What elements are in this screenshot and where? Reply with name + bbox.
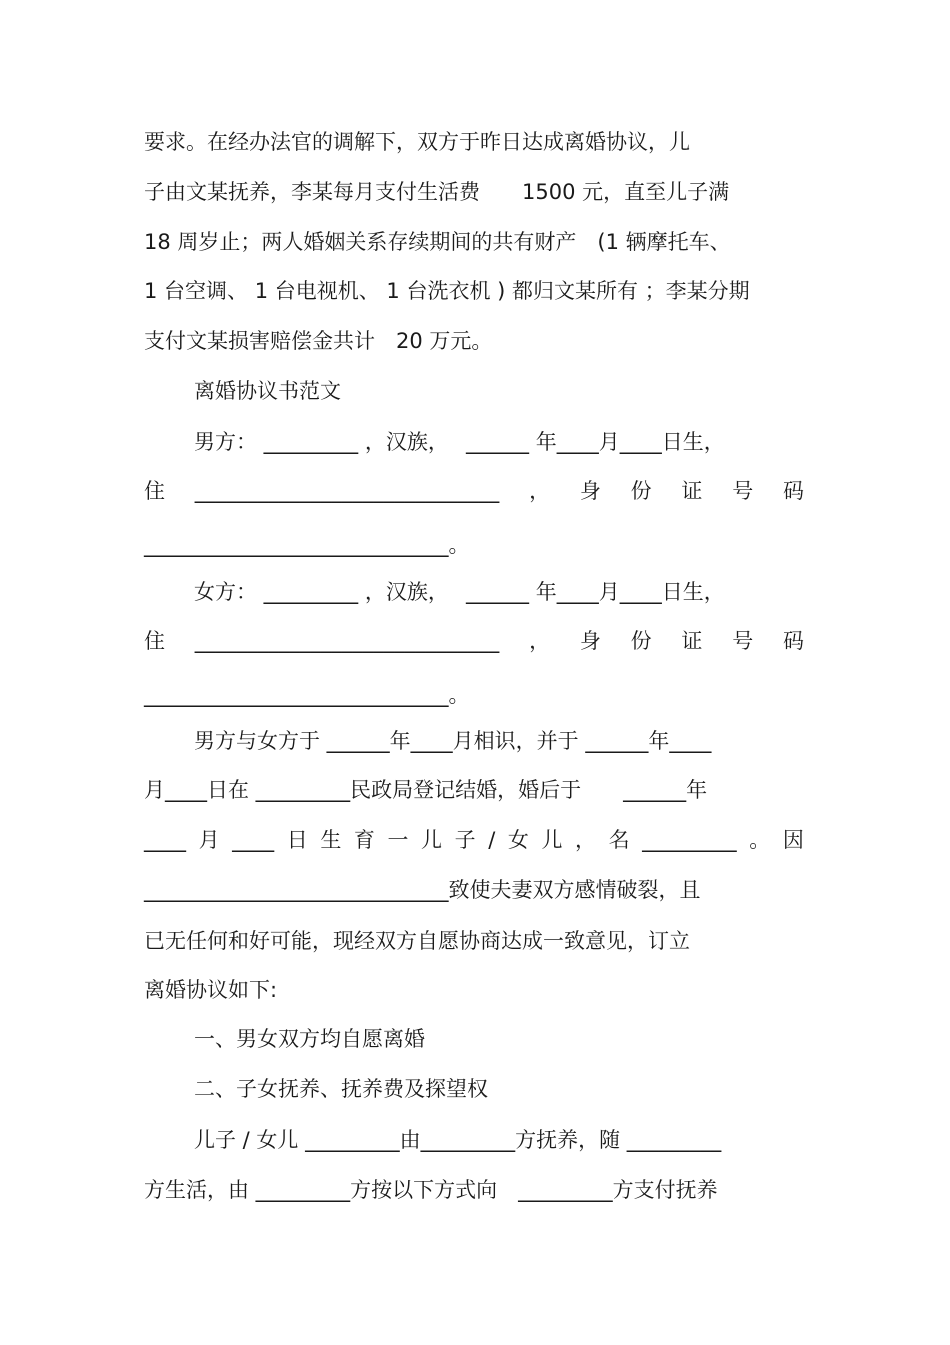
text-char: 码 bbox=[782, 629, 804, 653]
paragraph-line: 要求。在经办法官的调解下，双方于昨日达成离婚协议，儿 bbox=[144, 130, 690, 154]
marriage-line: _____________________________致使夫妻双方感情破裂，且 bbox=[144, 878, 701, 902]
text-char: 女 bbox=[507, 828, 529, 852]
marriage-line-justified bbox=[144, 825, 804, 855]
text-char: 。 bbox=[749, 828, 771, 852]
text-char: 住 bbox=[144, 629, 165, 653]
text-char: 证 bbox=[681, 479, 703, 503]
custody-line: 儿子 / 女儿 _________由_________方抚养，随 _________ bbox=[194, 1128, 722, 1152]
woman-id-line: _____________________________。 bbox=[144, 683, 470, 707]
text-char: 份 bbox=[630, 629, 652, 653]
text-char: 名 bbox=[608, 828, 630, 852]
blank-field: ____ bbox=[232, 828, 275, 852]
woman-address-line bbox=[144, 626, 804, 656]
man-id-line: _____________________________。 bbox=[144, 533, 470, 557]
text-char: 生 bbox=[320, 828, 342, 852]
blank-field: _________ bbox=[642, 828, 737, 852]
paragraph-line: 子由文某抚养，李某每月支付生活费 1500 元，直至儿子满 bbox=[144, 180, 730, 204]
text-char: 月 bbox=[198, 828, 220, 852]
text-char: 住 bbox=[144, 479, 165, 503]
paragraph-line: 支付文某损害赔偿金共计 20 万元。 bbox=[144, 329, 493, 353]
blank-field: ____ bbox=[144, 828, 186, 852]
clause-heading: 一、男女双方均自愿离婚 bbox=[194, 1027, 425, 1051]
section-title: 离婚协议书范文 bbox=[194, 379, 341, 403]
man-info-line: 男方： _________ ，汉族， ______ 年____月____日生， bbox=[194, 430, 725, 454]
paragraph-line: 1 台空调、 1 台电视机、 1 台洗衣机 ) 都归文某所有 ；李某分期 bbox=[144, 279, 750, 303]
marriage-line: 月____日在 _________民政局登记结婚，婚后于 ______年 bbox=[144, 778, 708, 802]
man-address-line bbox=[144, 476, 804, 506]
marriage-line: 已无任何和好可能，现经双方自愿协商达成一致意见，订立 bbox=[144, 929, 690, 953]
text-char: 号 bbox=[732, 479, 754, 503]
text-char: 码 bbox=[782, 479, 804, 503]
text-char: 子 bbox=[454, 828, 476, 852]
marriage-line: 离婚协议如下: bbox=[144, 978, 278, 1002]
marriage-line: 男方与女方于 ______年____月相识，并于 ______年____ bbox=[194, 729, 712, 753]
text-char: 因 bbox=[782, 828, 804, 852]
text-char: 份 bbox=[630, 479, 652, 503]
text-char: 一 bbox=[387, 828, 409, 852]
text-char: 身 bbox=[579, 479, 601, 503]
text-char: / bbox=[488, 828, 496, 852]
text-char: 身 bbox=[579, 629, 601, 653]
text-char: ， bbox=[529, 629, 551, 653]
text-char: 育 bbox=[353, 828, 375, 852]
text-char: 日 bbox=[286, 828, 308, 852]
clause-heading: 二、子女抚养、抚养费及探望权 bbox=[194, 1077, 488, 1101]
blank-field: _____________________________ bbox=[194, 479, 500, 503]
custody-line: 方生活，由 _________方按以下方式向 _________方支付抚养 bbox=[144, 1178, 718, 1202]
text-char: 儿 bbox=[421, 828, 443, 852]
text-char: 儿 bbox=[541, 828, 563, 852]
blank-field: _____________________________ bbox=[194, 629, 500, 653]
paragraph-line: 18 周岁止；两人婚姻关系存续期间的共有财产 (1 辆摩托车、 bbox=[144, 230, 731, 254]
woman-info-line: 女方： _________ ，汉族， ______ 年____月____日生， bbox=[194, 580, 725, 604]
text-char: ， bbox=[529, 479, 551, 503]
text-char: 号 bbox=[732, 629, 754, 653]
text-char: 证 bbox=[681, 629, 703, 653]
text-char: ， bbox=[575, 828, 597, 852]
